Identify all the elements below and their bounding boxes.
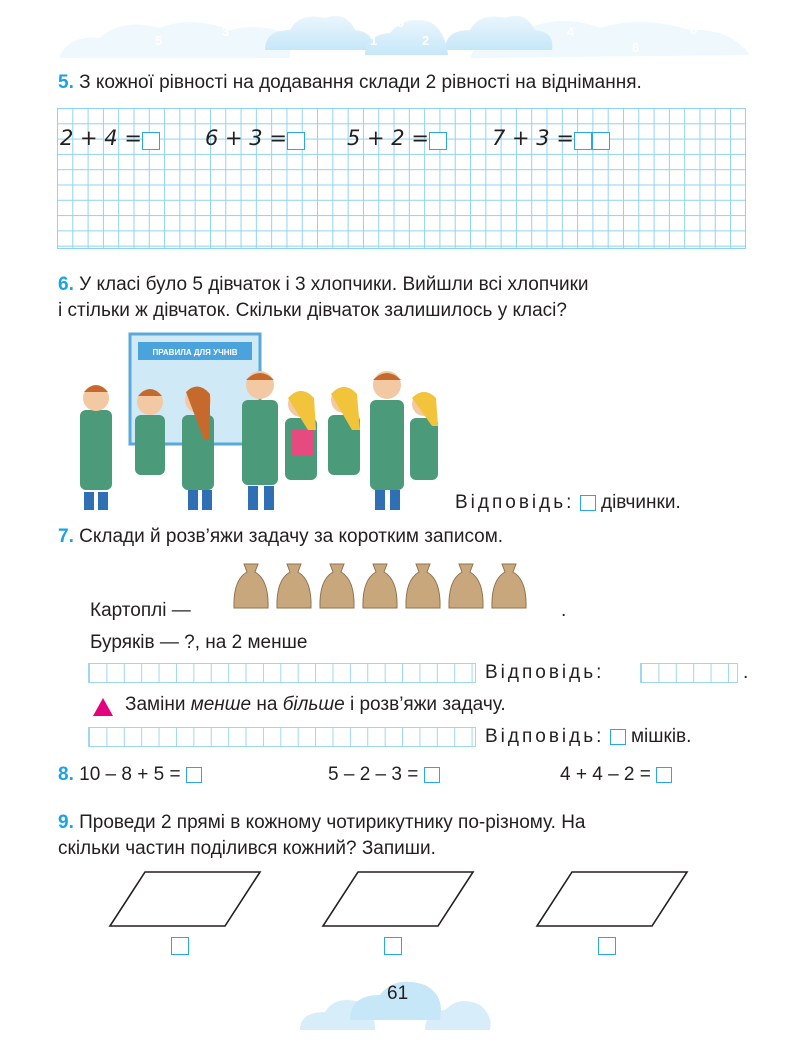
task9-statement: 9. Проведи 2 прямі в кожному чотирикутнику по-різному. На скільки частин поділився кожний? Запиши.	[58, 812, 586, 859]
cloud-digit: 6	[632, 40, 640, 55]
parts-box	[384, 937, 402, 955]
task6-answer: Відповідь: дівчинки.	[455, 492, 681, 513]
bags-row	[232, 560, 533, 610]
answer-box[interactable]	[142, 132, 160, 150]
answer-box[interactable]	[610, 729, 626, 745]
equation: 7 + 3 =	[492, 126, 610, 150]
answer-box[interactable]	[186, 767, 202, 783]
task-number: 5.	[58, 72, 74, 93]
answer-box[interactable]	[656, 767, 672, 783]
beets-label: Буряків — ?, на 2 менше	[90, 632, 308, 653]
parallelograms	[100, 870, 740, 930]
answer-box[interactable]	[171, 937, 189, 955]
equation: 6 + 3 =	[205, 126, 305, 150]
cloud-digit: 1	[370, 33, 378, 48]
task5-statement	[58, 70, 758, 96]
task6-statement: 6. У класі було 5 дівчаток і 3 хлопчики. Вийшли всі хлопчики і стільки ж дівчаток. Скільки дівчаток залишилось у класі?	[58, 274, 589, 321]
answer-box[interactable]	[287, 132, 305, 150]
task-number: 7.	[58, 526, 74, 547]
solution-strip[interactable]	[88, 727, 476, 747]
answer-strip[interactable]	[640, 663, 738, 683]
task8-expr3: 4 + 4 – 2 =	[560, 762, 672, 788]
task-number: 8.	[58, 764, 74, 785]
cloud-digit: 7	[105, 18, 113, 33]
answer-box[interactable]	[384, 937, 402, 955]
answer-box[interactable]	[424, 767, 440, 783]
sack-icon	[404, 560, 442, 610]
cloud-digit: 8	[690, 22, 698, 37]
cloud-digit: 0	[397, 15, 405, 30]
parallelogram[interactable]	[537, 872, 687, 926]
solution-strip[interactable]	[88, 663, 476, 683]
answer-box[interactable]	[598, 937, 616, 955]
parts-box	[598, 937, 616, 955]
poster-title: ПРАВИЛА ДЛЯ УЧНІВ	[152, 348, 238, 357]
answer-box[interactable]	[592, 132, 610, 150]
potatoes-end: .	[561, 600, 567, 621]
sack-icon	[232, 560, 270, 610]
task7-statement: 7. Склади й розв’яжи задачу за коротким записом.	[58, 526, 504, 547]
sack-icon	[275, 560, 313, 610]
potatoes-label: Картоплі —	[90, 600, 191, 621]
answer-box[interactable]	[580, 495, 596, 511]
sack-icon	[490, 560, 528, 610]
footer-clouds	[295, 970, 495, 1040]
cloud-digit: 4	[567, 24, 575, 39]
task7-answer: Відповідь:	[485, 662, 605, 683]
answer-box[interactable]	[574, 132, 592, 150]
answer-end: .	[743, 662, 749, 683]
task-number: 6.	[58, 274, 74, 295]
task-number: 9.	[58, 812, 74, 833]
cloud-digit: 2	[422, 33, 430, 48]
sack-icon	[361, 560, 399, 610]
parallelogram[interactable]	[110, 872, 260, 926]
task8-expr2: 5 – 2 – 3 =	[328, 762, 440, 788]
cloud-digit: 3	[222, 24, 230, 39]
answer-box[interactable]	[429, 132, 447, 150]
parts-box	[171, 937, 189, 955]
header-clouds	[0, 0, 800, 62]
equation: 2 + 4 =	[60, 126, 160, 150]
task7-answer2: Відповідь: мішків.	[485, 726, 692, 747]
task-text: З кожної рівності на додавання склади 2 рівності на віднімання.	[79, 72, 642, 93]
task8-expr1: 8. 10 – 8 + 5 =	[58, 762, 202, 788]
page-number: 61	[387, 983, 409, 1004]
children-illustration	[70, 330, 440, 520]
swap-instruction: Заміни менше на більше і розв’яжи задачу.	[125, 694, 506, 715]
sack-icon	[447, 560, 485, 610]
triangle-icon	[92, 697, 114, 717]
cloud-digit: 5	[155, 33, 163, 48]
sack-icon	[318, 560, 356, 610]
equation: 5 + 2 =	[347, 126, 447, 150]
parallelogram[interactable]	[323, 872, 473, 926]
